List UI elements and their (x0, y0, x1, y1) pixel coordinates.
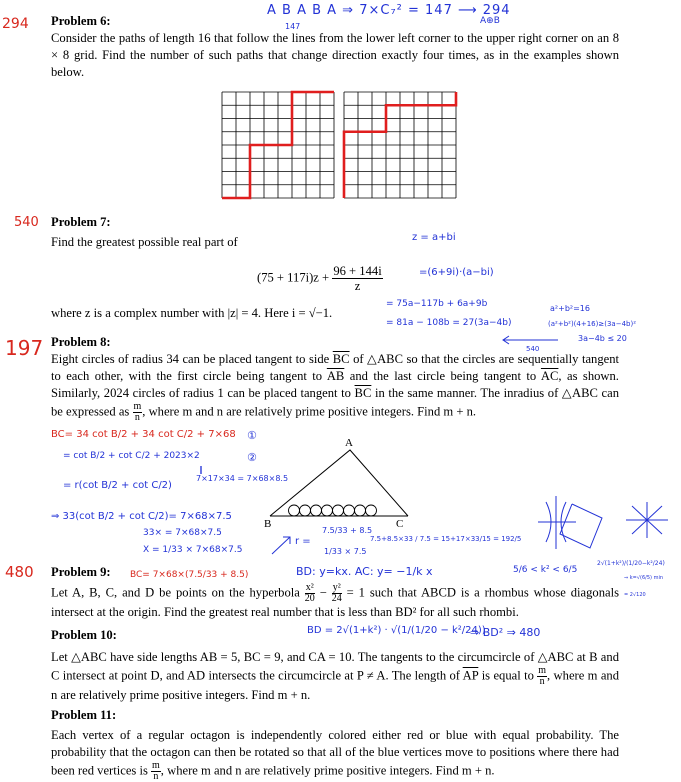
p11-frac-n: m (152, 760, 160, 771)
eq7-left: (75 + 117i)z + (257, 270, 330, 285)
p9-frac-2 (332, 583, 342, 604)
p8-circ2: ② (247, 451, 257, 464)
p8-frac (133, 402, 143, 423)
answer-7: 540 (14, 215, 39, 230)
p8-t1: Eight circles of radius 34 can be placed tangent to side (51, 352, 330, 366)
problem-9-title: Problem 9: (51, 565, 111, 579)
problem-9 (51, 583, 619, 621)
tangent-circle (289, 505, 300, 516)
p10-note-res: ⇒ BD² ⇒ 480 (470, 626, 541, 639)
p11-frac-d: n (153, 771, 159, 782)
eq7-fraction (332, 264, 382, 293)
eq7-den: z (354, 279, 361, 293)
p8-note-eq: ‖ (199, 465, 203, 474)
label-b: B (264, 518, 272, 530)
p8-t3: and the last circle being tangent to (349, 369, 537, 383)
tangent-circle (311, 505, 322, 516)
p8-frac-d: n (134, 412, 140, 423)
p7-note-r1: a²+b²=16 (550, 304, 590, 313)
p7-note-z: z = a+bi (412, 232, 456, 243)
p8-arrow-note (270, 534, 294, 556)
p7-note-r3: 3a−4b ≤ 20 (578, 334, 627, 343)
p9-note-small: ⇒ k=√(6/5) min (624, 575, 664, 581)
p9-frac-1 (305, 583, 315, 604)
label-a: A (345, 437, 353, 449)
p8-ac: $\overline{AC}$ (540, 369, 559, 383)
p7-note-l2: = 81a − 108b = 27(3a−4b) (386, 318, 512, 328)
p7-note-r4: 540 (526, 345, 540, 353)
p8-note-l3: = r(cot B/2 + cot C/2) (63, 480, 172, 491)
p8-frac-n: m (133, 401, 142, 412)
p7-note-r2: (a²+b²)(4+16)≥(3a−4b)² (548, 320, 636, 328)
p9-h2d: 24 (331, 593, 342, 604)
answer-9: 480 (5, 563, 34, 581)
p9-h2n: y² (332, 582, 341, 593)
problem-7 (51, 214, 619, 231)
p7-note-l1: = 75a−117b + 6a+9b (386, 299, 488, 309)
p8-note-l7: X = 1/33 × 7×68×7.5 (143, 545, 243, 555)
p8-t6: , where m and n are relatively prime positive integers. Find m + n. (142, 404, 477, 419)
problem-11-title: Problem 11: (51, 708, 117, 722)
sketch-rhombus (536, 494, 606, 554)
p9-note-bc: BC= 7×68×(7.5/33 + 8.5) (130, 570, 249, 580)
p8-note-rfrac2: 1/33 × 7.5 (324, 547, 367, 556)
p11-t2: , where m and n are relatively prime positive integers. Find m + n. (160, 763, 495, 778)
tangent-circle (300, 505, 311, 516)
tangent-circle (322, 505, 333, 516)
p8-t2: of △ABC so that the circles are sequentially tangent to each other, with the first circle being tangent to (51, 352, 620, 383)
tangent-circle (355, 505, 366, 516)
p6-note-top: A B A B A ⇒ 7×C₇² = 147 ⟶ 294 (267, 3, 511, 18)
p9-h1n: x² (305, 582, 314, 593)
p10-frac-n: m (538, 665, 547, 676)
p8-note-l6: 33× = 7×68×7.5 (143, 528, 222, 538)
label-c: C (396, 518, 404, 530)
p8-note-l2: = cot B/2 + cot C/2 + 2023×2 (63, 451, 200, 461)
p9-note-bd: BD: y=kx. AC: y= −1/k x (296, 565, 433, 578)
p9-note-ineq: 5/6 < k² < 6/5 (513, 565, 578, 575)
p9-note-small2: = 2√120 (624, 592, 646, 598)
problem-7-equation (257, 264, 383, 293)
tangent-circle (344, 505, 355, 516)
p10-t3: , where m and n are relatively prime positive integers. Find m + n. (51, 668, 620, 702)
problem-7-title: Problem 7: (51, 215, 111, 229)
sketch-asterisk (624, 500, 670, 540)
p10-t2: is equal to (481, 668, 534, 683)
p7-note-conj: =(6+9i)·(a−bi) (419, 267, 494, 278)
p8-note-l4: 7×17×34 = 7×68×8.5 (196, 474, 289, 483)
problem-6-text: Consider the paths of length 16 that follow the lines from the lower left corner to the upper right corner on an 8 × 8 grid. Find the number of such paths that change direction exactly four times, as in the examples shown below. (51, 31, 619, 79)
tangent-circle (333, 505, 344, 516)
p10-frac (537, 666, 547, 687)
p11-t1: Each vertex of a regular octagon is independently colored either red or blue with equal probability. The probability that the octagon can then be rotated so that all of the blue vertices move to positions where there had been red vertices is (51, 728, 619, 778)
problem-6-title: Problem 6: (51, 14, 111, 28)
problem-10-title: Problem 10: (51, 628, 117, 642)
grid-example-1 (222, 92, 334, 198)
p10-ap: $\overline{AP}$ (462, 668, 479, 683)
problem-10 (51, 649, 619, 704)
p6-note-ab: A⊕B (480, 16, 500, 26)
answer-6: 294 (2, 16, 29, 32)
problem-8-title: Problem 8: (51, 335, 111, 349)
problem-7-tail: where z is a complex number with |z| = 4. Here i = √−1. (51, 306, 333, 320)
problem-11 (51, 707, 619, 782)
p8-note-rfrac1: 7.5/33 + 8.5 (322, 526, 373, 535)
answer-8: 197 (5, 336, 44, 360)
p11-frac (151, 761, 161, 782)
p10-note-bd: BD = 2√(1+k²) · √(1/(1/20 − k²/24)) (307, 625, 486, 636)
p9-note-sqrt: 2√(1+k²)/(1/20−k²/24) (597, 560, 665, 567)
tangent-circle (366, 505, 377, 516)
p9-t2: = 1 such that ABCD is a rhombus whose diagonals intersect at the origin. Find the greatest real number that is less than BD² for all such rhombi. (51, 585, 620, 619)
p8-note-l5: ⇒ 33(cot B/2 + cot C/2)= 7×68×7.5 (51, 511, 232, 522)
p9-t1: Let A, B, C, and D be points on the hyperbola (51, 585, 300, 600)
p6-note-small: 147 (285, 22, 301, 31)
p8-bc-2: $\overline{BC}$ (354, 386, 372, 400)
p8-note-r: r = (295, 536, 311, 547)
grid-example-2 (344, 92, 456, 198)
p8-note-l1: BC= 34 cot B/2 + 34 cot C/2 + 7×68 (51, 429, 236, 440)
problem-6 (51, 13, 619, 81)
p8-t5: in the same manner. The inradius of △ABC can be expressed as (51, 386, 619, 419)
problem-8 (51, 334, 619, 423)
p8-ab: $\overline{AB}$ (326, 369, 345, 383)
p8-bc: $\overline{BC}$ (332, 352, 350, 366)
p8-circ1: ① (247, 429, 257, 442)
p10-t1: Let △ABC have side lengths AB = 5, BC = 9, and CA = 10. The tangents to the circumcircle of △ABC at B and C intersect at point D, and AD intersects the circumcircle at P ≠ A. The length of (51, 650, 619, 683)
p9-minus: − (319, 585, 327, 600)
problem-7-text: Find the greatest possible real part of (51, 235, 238, 249)
p10-frac-d: n (539, 676, 545, 687)
triangle-figure (260, 450, 420, 520)
p9-h1d: 20 (304, 593, 315, 604)
p8-note-rres: 7.5+8.5×33 / 7.5 = 15+17×33/15 = 192/5 (370, 535, 522, 543)
eq7-num: 96 + 144i (333, 264, 382, 278)
p8-t4: , as shown. Similarly, 2024 circles of radius 1 can be placed tangent to (51, 369, 619, 400)
